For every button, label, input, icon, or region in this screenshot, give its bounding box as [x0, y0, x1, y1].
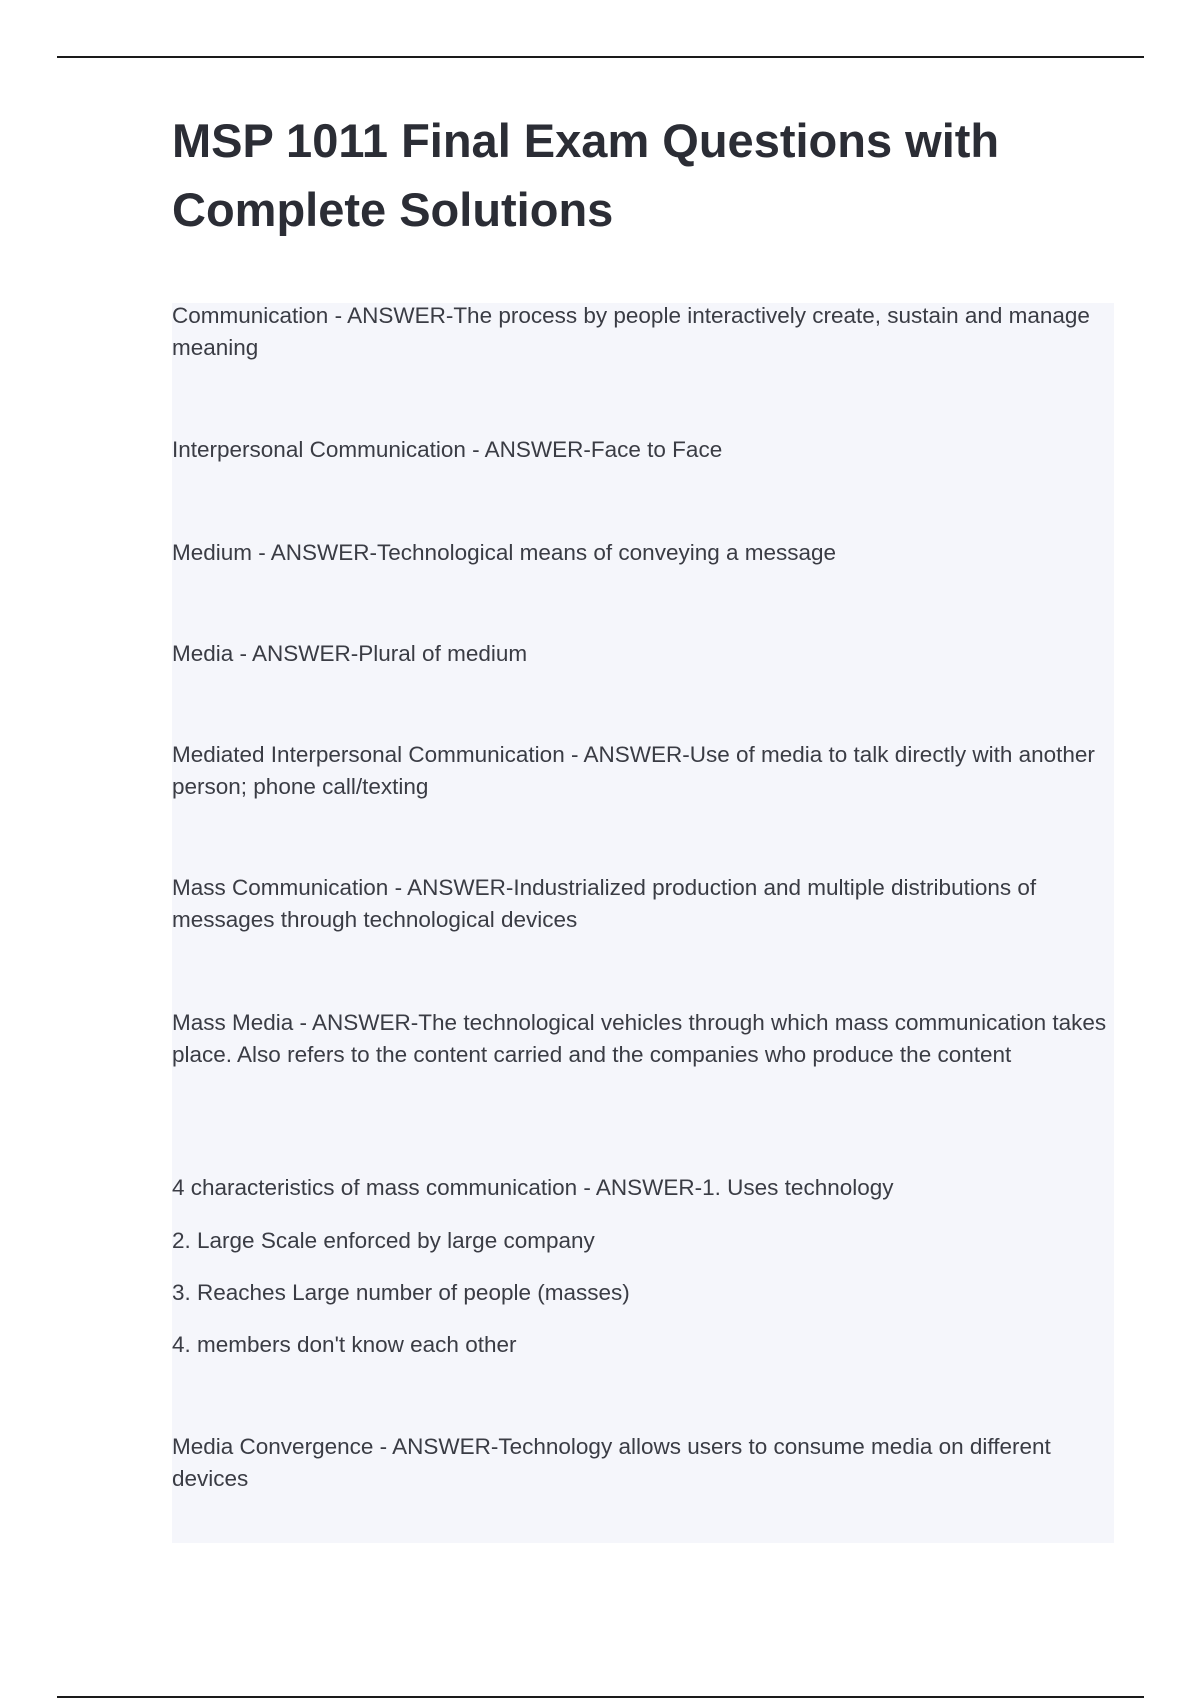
top-rule	[57, 56, 1144, 58]
page-title: MSP 1011 Final Exam Questions with Complete Solutions	[172, 114, 1000, 236]
list-item: 4. members don't know each other	[172, 1332, 517, 1357]
qa-entry-media: Media - ANSWER-Plural of medium	[172, 641, 528, 666]
bottom-rule	[57, 1696, 1144, 1698]
list-item: 3. Reaches Large number of people (masses)	[172, 1280, 630, 1305]
qa-entry-media-convergence: Media Convergence - ANSWER-Technology allows users to consume media on different devices	[172, 1434, 1051, 1491]
qa-entry-interpersonal: Interpersonal Communication - ANSWER-Face to Face	[172, 437, 723, 462]
qa-entry-mass-communication: Mass Communication - ANSWER-Industrialized production and multiple distributions of messages through technological devices	[172, 875, 1037, 932]
qa-entry-characteristics: 4 characteristics of mass communication - ANSWER-1. Uses technology	[172, 1175, 894, 1200]
qa-entry-medium: Medium - ANSWER-Technological means of conveying a message	[172, 540, 837, 565]
qa-entry-communication: Communication - ANSWER-The process by people interactively create, sustain and manage meaning	[172, 303, 1090, 360]
qa-entry-mediated: Mediated Interpersonal Communication - ANSWER-Use of media to talk directly with another person; phone call/texting	[172, 742, 1095, 799]
qa-entry-mass-media: Mass Media - ANSWER-The technological vehicles through which mass communication takes place. Also refers to the content carried and the companies who produce the content	[172, 1010, 1107, 1067]
list-item: 2. Large Scale enforced by large company	[172, 1228, 595, 1253]
